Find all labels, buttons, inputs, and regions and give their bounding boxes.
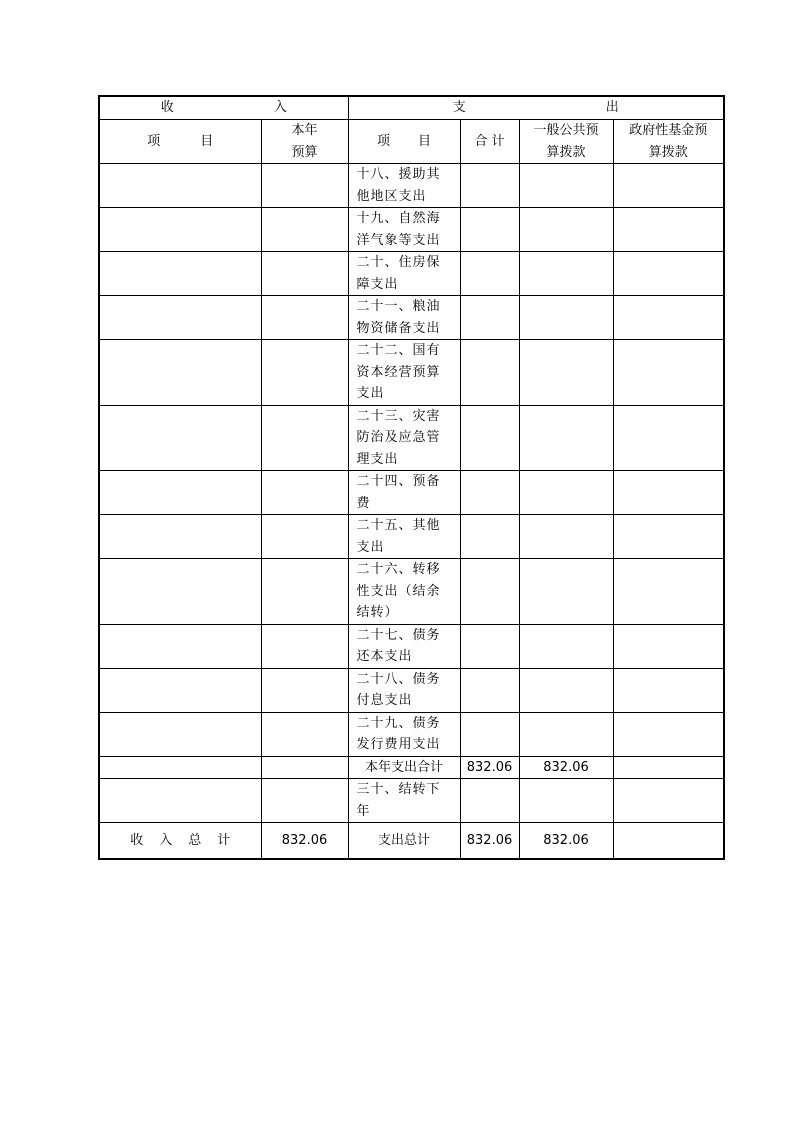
expense-total-header: 合 计 (460, 120, 519, 164)
table-row (99, 668, 724, 712)
table-row (99, 296, 724, 340)
expense-item: 十八、援助其 他地区支出 (348, 164, 460, 208)
grand-total-row (99, 823, 724, 860)
grand-total: 832.06 (460, 823, 519, 860)
income-header: 收 入 (99, 96, 348, 120)
table-row (99, 340, 724, 406)
grand-gov (613, 823, 724, 860)
carry-item: 三十、结转下 年 (348, 779, 460, 823)
income-total-value: 832.06 (261, 823, 348, 860)
expense-item: 二十二、国有 资本经营预算 支出 (348, 340, 460, 406)
expense-item: 十九、自然海 洋气象等支出 (348, 208, 460, 252)
income-budget-header: 本年 预算 (261, 120, 348, 164)
expense-item-header: 项 目 (348, 120, 460, 164)
expense-item: 二十三、灾害 防治及应急管 理支出 (348, 405, 460, 471)
expense-item: 二十、住房保 障支出 (348, 252, 460, 296)
subtotal-total: 832.06 (460, 756, 519, 779)
table-row (99, 559, 724, 625)
expense-item: 二十四、预备 费 (348, 471, 460, 515)
expense-item: 二十八、债务 付息支出 (348, 668, 460, 712)
table-row (99, 471, 724, 515)
expense-item: 二十六、转移 性支出（结余 结转） (348, 559, 460, 625)
header-row-1 (99, 96, 724, 120)
grand-general: 832.06 (519, 823, 613, 860)
expense-total-label: 支出总计 (348, 823, 460, 860)
expense-item: 二十五、其他 支出 (348, 515, 460, 559)
income-item-header: 项 目 (99, 120, 261, 164)
header-row-2 (99, 120, 724, 164)
table-row (99, 164, 724, 208)
table-row (99, 712, 724, 756)
expense-item: 二十一、粮油 物资储备支出 (348, 296, 460, 340)
subtotal-general: 832.06 (519, 756, 613, 779)
expense-header: 支 出 (348, 96, 724, 120)
subtotal-row (99, 756, 724, 779)
table-row (99, 624, 724, 668)
table-row (99, 252, 724, 296)
subtotal-label: 本年支出合计 (348, 756, 460, 779)
subtotal-gov (613, 756, 724, 779)
table-row (99, 405, 724, 471)
expense-item: 二十七、债务 还本支出 (348, 624, 460, 668)
budget-table (98, 95, 725, 860)
expense-item: 二十九、债务 发行费用支出 (348, 712, 460, 756)
general-budget-header: 一般公共预 算拨款 (519, 120, 613, 164)
income-total-label: 收 入 总 计 (99, 823, 261, 860)
table-row (99, 208, 724, 252)
carry-row (99, 779, 724, 823)
table-row (99, 515, 724, 559)
gov-fund-header: 政府性基金预 算拨款 (613, 120, 724, 164)
